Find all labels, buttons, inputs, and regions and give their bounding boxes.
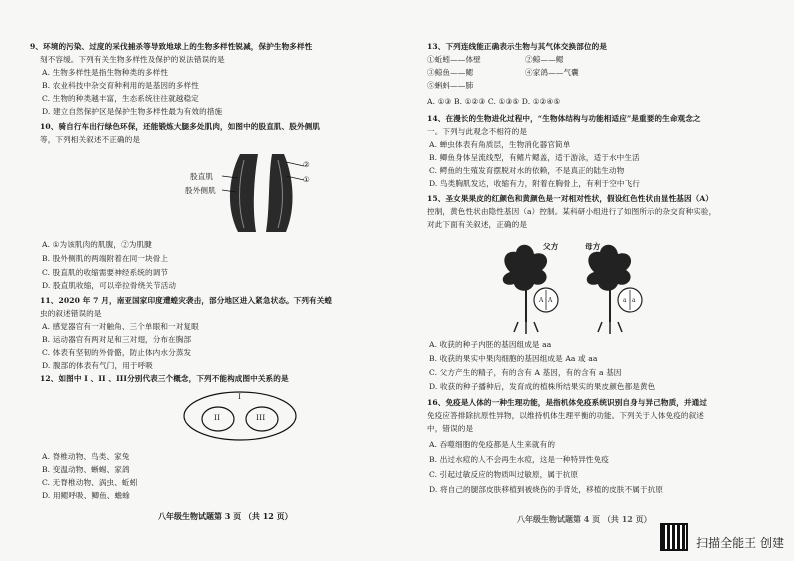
scanner-watermark: 扫描全能王 创建 <box>696 536 784 550</box>
q14-option-d: D. 鸟类胸肌发达，收缩有力，附着在胸骨上，有利于空中飞行 <box>429 179 640 188</box>
q15-option-b: B. 收获的果实中果肉细胞的基因组成是 Aa 或 aa <box>429 354 598 363</box>
gene-a-lower-2: a <box>632 297 636 304</box>
qr-code-icon <box>660 523 688 551</box>
oval-label-ii: II <box>214 413 221 422</box>
footer-page-4: 八年级生物试题第 4 页 （共 12 页） <box>517 514 652 524</box>
q11-option-b: B. 运动器官有两对足和三对翅，分布在胸部 <box>42 335 192 344</box>
q16-option-c: C. 引起过敏反应的物质叫过敏原，属于抗原 <box>429 470 579 479</box>
q9-option-b: B. 农业科技中杂交育种利用的是基因的多样性 <box>42 81 199 90</box>
q16-stem-line1: 16、免疫是人体的一种生理功能，是指机体免疫系统识别自身与异己物质，并通过 <box>427 398 708 407</box>
q10-option-d: D. 股直肌收缩，可以牵拉骨绕关节活动 <box>42 281 177 290</box>
oval-label-iii: III <box>256 413 266 422</box>
q10-option-a: A. ①为该肌肉的肌腹，②为肌腱 <box>42 240 152 249</box>
q15-option-d: D. 收获的种子播种后，发育成的植株所结果实的果皮颜色都是黄色 <box>429 382 656 391</box>
q14-option-c: C. 鳄鱼的生殖发育摆脱对水的依赖，不是真正的陆生动物 <box>429 166 625 175</box>
q16-stem-line2: 免疫应答排除抗原性异物，以维持机体生理平衡的功能。下列关于人体免疫的叙述 <box>427 411 704 420</box>
q14-option-a: A. 蝉虫体表有角质层，生物消化器官简单 <box>429 140 571 149</box>
q13-item-4: ④家鸽——气囊 <box>525 68 579 77</box>
mark-2: ① <box>303 175 310 184</box>
page-4 <box>405 0 785 561</box>
q15-option-a: A. 收获的种子内胚的基因组成是 aa <box>429 340 552 349</box>
q12-option-c: C. 无脊椎动物、涡虫、蚯蚓 <box>42 478 138 487</box>
q9-option-d: D. 建立自然保护区是保护生物多样性最为有效的措施 <box>42 107 223 116</box>
label-father: 父方 <box>543 242 559 251</box>
q11-option-a: A. 感觉器官有一对触角、三个单眼和一对复眼 <box>42 322 199 331</box>
q11-stem-line2: 虫的叙述错误的是 <box>40 309 102 318</box>
q12-option-b: B. 变温动物、蜥蜴、家鸽 <box>42 465 130 474</box>
q9-stem-line2: 刻不容缓。下列有关生物多样性及保护的说法错误的是 <box>40 55 225 64</box>
q13-item-3: ③鲸鱼——鳃 <box>427 68 474 77</box>
gene-a-2: A <box>548 297 553 304</box>
gene-a-lower-1: a <box>623 297 627 304</box>
q16-option-a: A. 吞噬细胞的免疫都是人生来就有的 <box>429 440 556 449</box>
q12-option-d: D. 用鳃呼吸、鲫鱼、蟾蜍 <box>42 491 130 500</box>
mark-1: ② <box>303 160 310 169</box>
oval-label-i: I <box>238 392 242 401</box>
q10-stem-line1: 10、骑自行车出行绿色环保，还能锻炼大腿多处肌肉，如图中的股直肌、股外侧肌 <box>40 122 321 131</box>
q14-stem-line2: 一。下列与此观念不相符的是 <box>427 127 528 136</box>
q15-option-c: C. 父方产生的精子，有的含有 A 基因，有的含有 a 基因 <box>429 368 622 377</box>
q9-option-c: C. 生物的种类越丰富，生态系统往往就越稳定 <box>42 94 199 103</box>
q10-option-c: C. 股直肌的收缩需要神经系统的调节 <box>42 268 169 277</box>
footer-page-3: 八年级生物试题第 3 页 （共 12 页） <box>158 511 293 521</box>
gene-a-1: A <box>539 297 544 304</box>
q16-stem-line3: 中，错误的是 <box>427 424 474 433</box>
q10-option-b: B. 股外侧肌的两端附着在同一块骨上 <box>42 254 169 263</box>
q9-option-a: A. 生物多样性是指生物种类的多样性 <box>42 68 169 77</box>
q13-item-1: ①蚯蚓——体壁 <box>427 55 481 64</box>
label-rectus-femoris: 股直肌 <box>190 172 214 181</box>
page-3 <box>0 0 380 561</box>
label-vastus-lateralis: 股外侧肌 <box>185 186 216 195</box>
q13-item-5: ⑤蝌蚪——肺 <box>427 81 474 90</box>
q11-option-c: C. 体表有坚韧的外骨骼，防止体内水分蒸发 <box>42 348 192 357</box>
q14-stem-line1: 14、在漫长的生物进化过程中，“生物体结构与功能相适应”是重要的生命观念之 <box>427 114 701 123</box>
q15-stem-line1: 15、圣女果果皮的红颜色和黄颜色是一对相对性状，假设红色性状由显性基因（A） <box>427 194 714 203</box>
q12-stem: 12、如图中 I 、II 、III分别代表三个概念，下列不能构成图中关系的是 <box>40 374 289 383</box>
q9-stem-line1: 9、环境的污染、过度的采伐捕杀等导致地球上的生物多样性锐减，保护生物多样性 <box>30 42 313 51</box>
q15-stem-line2: 控制，黄色性状由隐性基因（a）控制。某科研小组进行了如图所示的杂交育种实验， <box>427 207 717 216</box>
q10-stem-line2: 等，下列相关叙述不正确的是 <box>40 135 141 144</box>
q14-option-b: B. 鲫鱼身体呈流线型，有鳍片鳃盖，适于游泳，适于水中生活 <box>429 153 640 162</box>
q16-option-b: B. 出过水痘的人不会再生水痘，这是一种特异性免疫 <box>429 455 609 464</box>
q13-stem: 13、下列连线能正确表示生物与其气体交换部位的是 <box>427 42 608 51</box>
q16-option-d: D. 将自己的腿部皮肤移植到被烧伤的手背处，移植的皮肤不属于抗原 <box>429 485 664 494</box>
q11-option-d: D. 腹部的体表有气门，用于呼吸 <box>42 361 153 370</box>
q11-stem-line1: 11、2020 年 7 月，南亚国家印度遭蝗灾袭击，部分地区进入紧急状态。下列有关蝗 <box>40 296 333 305</box>
tomato-cross-figure <box>490 232 670 336</box>
q15-stem-line3: 对此下面有关叙述，正确的是 <box>427 220 528 229</box>
q13-item-2: ②鲸——鳃 <box>525 55 564 64</box>
label-mother: 母方 <box>585 242 601 251</box>
q13-options: A. ①③ B. ①②③ C. ①③⑤ D. ①②④⑤ <box>427 97 561 106</box>
q12-option-a: A. 脊椎动物、鸟类、家兔 <box>42 452 130 461</box>
